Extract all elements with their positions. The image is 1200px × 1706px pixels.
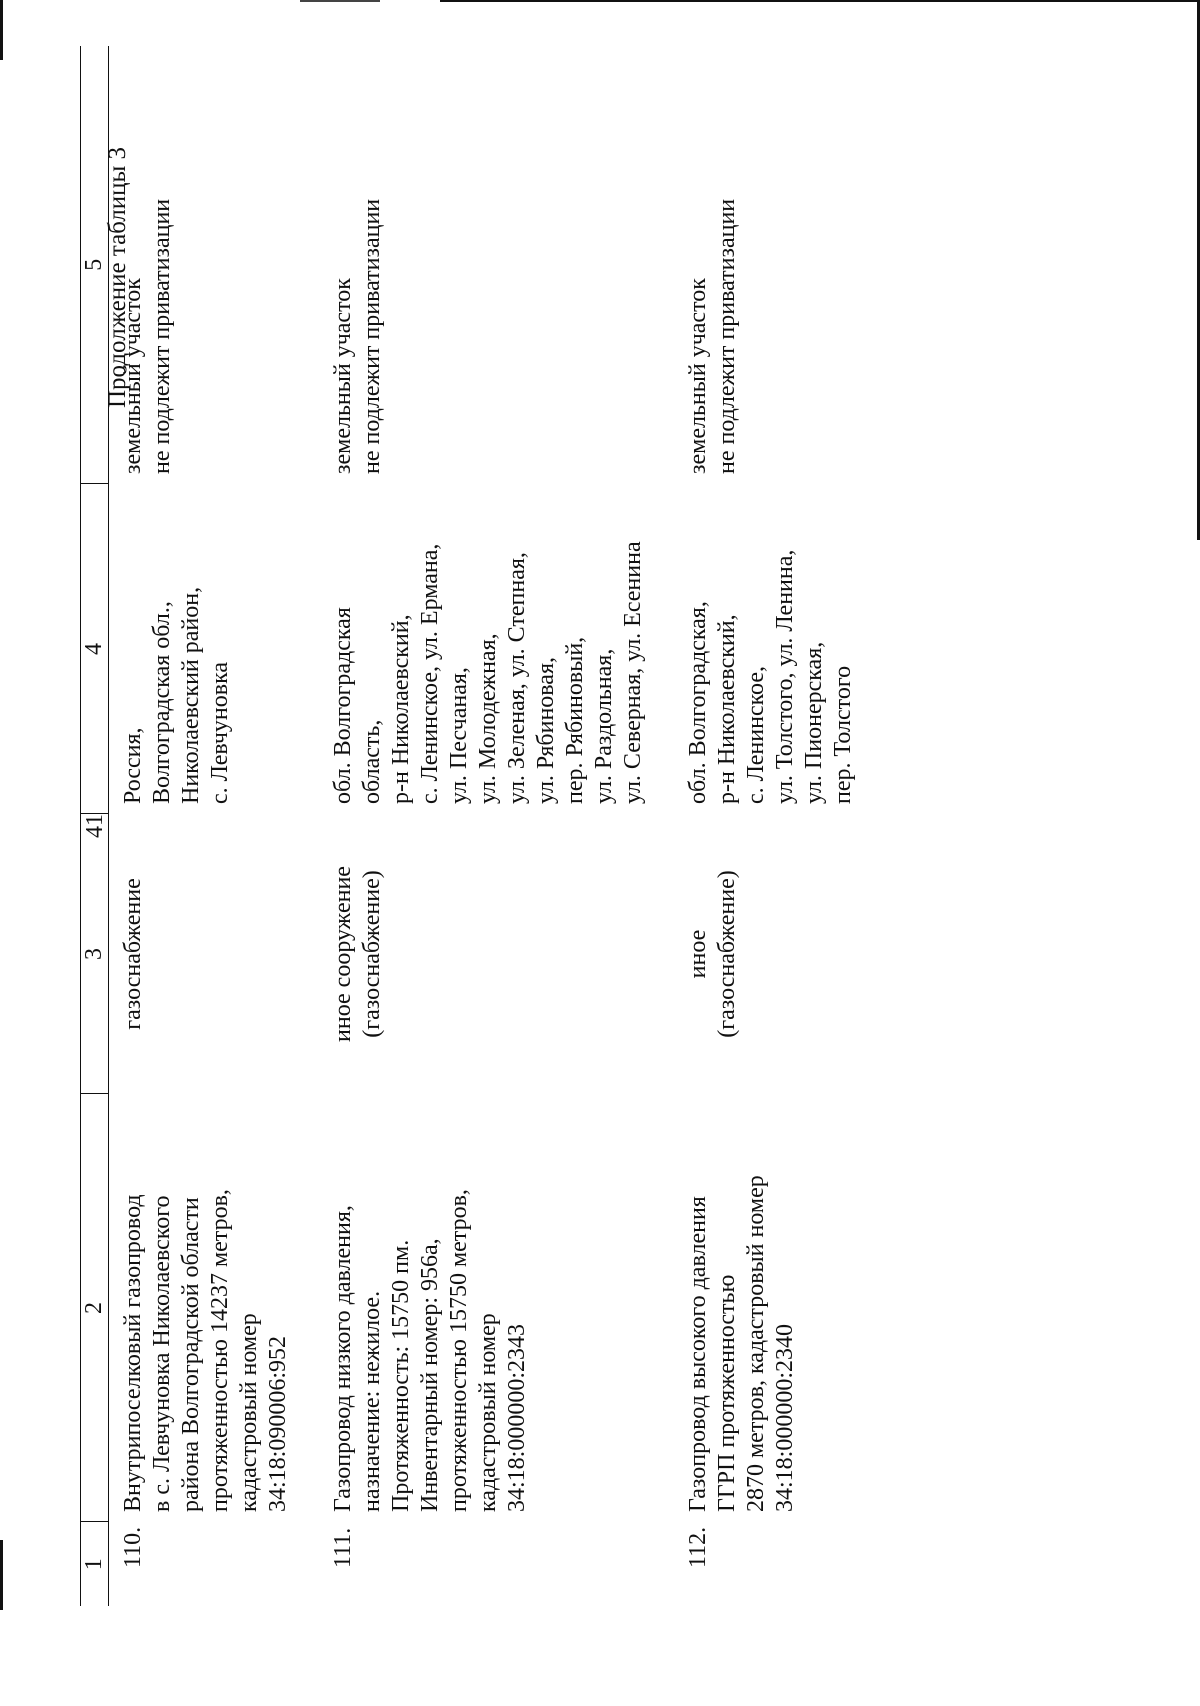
column-number-5: 5 (81, 46, 109, 484)
note-cell (109, 46, 320, 484)
address-line: ул. Толстого, ул. Ленина, (772, 549, 798, 804)
purpose-line: иное (685, 929, 711, 979)
address-line: ул. Молодежная, (475, 633, 501, 804)
column-number-3: 3 (81, 814, 109, 1094)
object-name-line: 2870 метров, кадастровый номер (743, 1175, 769, 1512)
table-row (674, 46, 884, 1606)
address-line: ул. Зеленая, ул. Степная, (504, 552, 530, 804)
object-name-line: кадастровый номер (475, 1313, 501, 1512)
object-name-cell (319, 1094, 674, 1522)
object-name-line: назначение: нежилое. (359, 1290, 385, 1512)
address-line: Россия, (120, 727, 146, 804)
address-line: ул. Рябиновая, (533, 657, 559, 804)
address-line: с. Ленинское, (743, 666, 769, 804)
note-line: земельный участок (330, 278, 356, 474)
table-body (109, 46, 885, 1606)
object-name-line: 34:18:090006:952 (265, 1335, 291, 1512)
address-line: область, (359, 719, 385, 804)
address-line: ул. Раздольная, (591, 648, 617, 804)
address-cell (674, 484, 884, 814)
table-continuation-label: Продолжение таблицы 3 (104, 146, 131, 408)
note-cell (674, 46, 884, 484)
object-name-line: протяженностью 14237 метров, (207, 1189, 233, 1512)
object-name-line: Внутрипоселковый газопровод (120, 1194, 146, 1512)
purpose-line: (газоснабжение) (714, 870, 740, 1038)
property-table (80, 46, 884, 1606)
address-line: пер. Рябиновый, (562, 636, 588, 804)
object-name-cell (674, 1094, 884, 1522)
address-line: пер. Толстого (830, 665, 856, 804)
note-line: не подлежит приватизации (149, 198, 175, 474)
address-line: р-н Николаевский, (388, 614, 414, 804)
address-cell (109, 484, 320, 814)
address-line: ул. Песчаная, (446, 667, 472, 804)
note-line: земельный участок (120, 278, 146, 474)
object-name-line: Газопровод высокого давления (685, 1196, 711, 1512)
note-line: не подлежит приватизации (359, 198, 385, 474)
purpose-cell (109, 814, 320, 1094)
column-number-4: 4 (81, 484, 109, 814)
object-name-line: кадастровый номер (236, 1313, 262, 1512)
column-number-2: 2 (81, 1094, 109, 1522)
object-name-cell (109, 1094, 320, 1522)
address-line: обл. Волгоградская, (685, 601, 711, 804)
object-name-line: района Волгоградской области (178, 1197, 204, 1512)
address-line: ул. Пионерская, (801, 641, 827, 804)
table-row (109, 46, 320, 1606)
object-name-line: Протяженность: 15750 пм. (388, 1239, 414, 1512)
object-name-line: 34:18:000000:2340 (772, 1323, 798, 1512)
purpose-line: иное сооружение (330, 866, 356, 1042)
table-row (319, 46, 674, 1606)
address-cell (319, 484, 674, 814)
note-line: не подлежит приватизации (714, 198, 740, 474)
address-line: Волгоградская обл., (149, 601, 175, 804)
note-line: земельный участок (685, 278, 711, 474)
column-number-row (81, 46, 109, 1606)
address-line: с. Ленинское, ул. Ермана, (417, 543, 443, 804)
purpose-cell (319, 814, 674, 1094)
object-name-line: протяженностью 15750 метров, (446, 1189, 472, 1512)
row-number: 111. (330, 1527, 356, 1568)
object-name-line: Газопровод низкого давления, (330, 1205, 356, 1512)
page-number: 41 (82, 814, 108, 838)
purpose-cell (674, 814, 884, 1094)
address-line: обл. Волгоградская (330, 607, 356, 804)
column-number-1: 1 (81, 1522, 109, 1606)
note-cell (319, 46, 674, 484)
row-number: 112. (685, 1526, 711, 1568)
object-name-line: в с. Левчуновка Николаевского (149, 1195, 175, 1512)
purpose-line: (газоснабжение) (359, 870, 385, 1038)
address-line: ул. Северная, ул. Есенина (620, 541, 646, 804)
address-line: Николаевский район, (178, 586, 204, 804)
object-name-line: ГГРП протяженностью (714, 1274, 740, 1512)
object-name-line: 34:18:000000:2343 (504, 1323, 530, 1512)
object-name-line: Инвентарный номер: 956а, (417, 1238, 443, 1512)
purpose-line: газоснабжение (120, 878, 146, 1030)
address-line: с. Левчуновка (207, 661, 233, 804)
address-line: р-н Николаевский, (714, 614, 740, 804)
row-number: 110. (120, 1526, 146, 1568)
